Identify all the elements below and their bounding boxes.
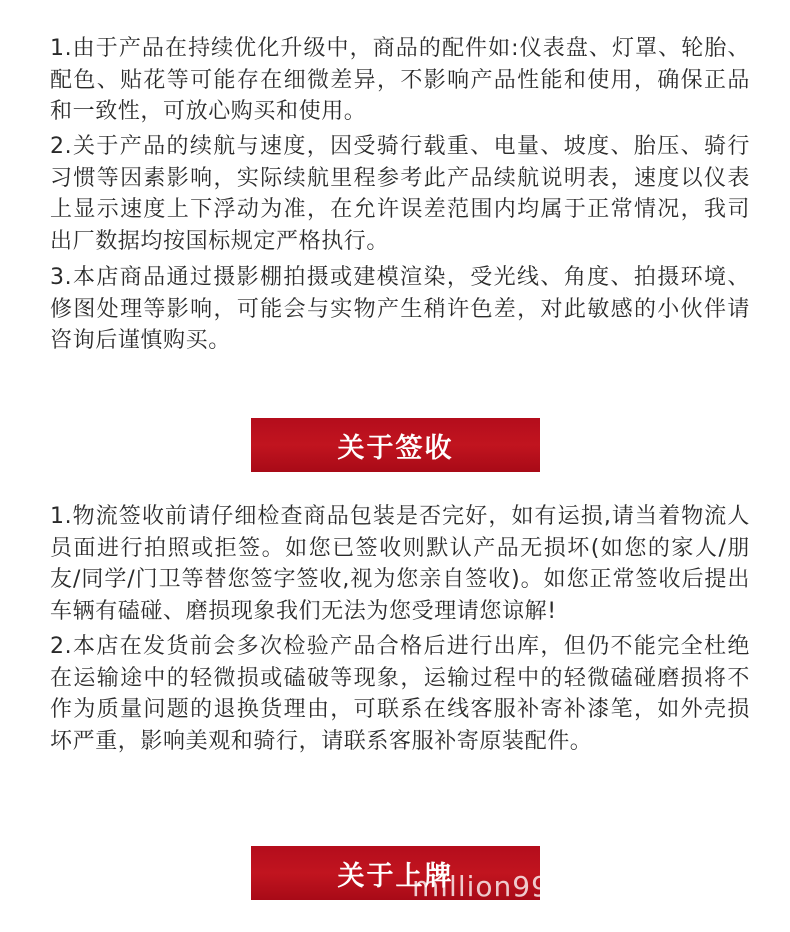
section-banner-sign xyxy=(251,418,540,472)
section-banner-plate xyxy=(251,846,540,900)
sign-note-2: 2.本店在发货前会多次检验产品合格后进行出库，但仍不能完全杜绝在运输途中的轻微损或磕破等现象，运输过程中的轻微磕碰磨损将不作为质量问题的退换货理由，可联系在线客服补寄补漆笔，如外壳损坏严重，影响美观和骑行，请联系客服补寄原装配件。 xyxy=(50,634,750,754)
product-note-2: 2.关于产品的续航与速度，因受骑行载重、电量、坡度、胎压、骑行习惯等因素影响，实际续航里程参考此产品续航说明表，速度以仪表上显示速度上下浮动为准，在允许误差范围内均属于正常情况，我司出厂数据均按国标规定严格执行。 xyxy=(50,134,750,254)
product-note-3: 3.本店商品通过摄影棚拍摄或建模渲染，受光线、角度、拍摄环境、修图处理等影响，可能会与实物产生稍许色差，对此敏感的小伙伴请咨询后谨慎购买。 xyxy=(50,265,750,353)
section-title-plate: 关于上牌 xyxy=(337,860,454,892)
sign-note-1: 1.物流签收前请仔细检查商品包装是否完好，如有运损,请当着物流人员面进行拍照或拒签。如您已签收则默认产品无损坏(如您的家人/朋友/同学/门卫等替您签字签收,视为您亲自签收)。如您正常签收后提出车辆有磕碰、磨损现象我们无法为您受理请您谅解! xyxy=(50,504,750,624)
watermark-text: million99 xyxy=(412,870,550,903)
section-title-sign: 关于签收 xyxy=(337,432,454,464)
product-note-1: 1.由于产品在持续优化升级中，商品的配件如:仪表盘、灯罩、轮胎、配色、贴花等可能存在细微差异，不影响产品性能和使用，确保正品和一致性，可放心购买和使用。 xyxy=(50,36,750,124)
